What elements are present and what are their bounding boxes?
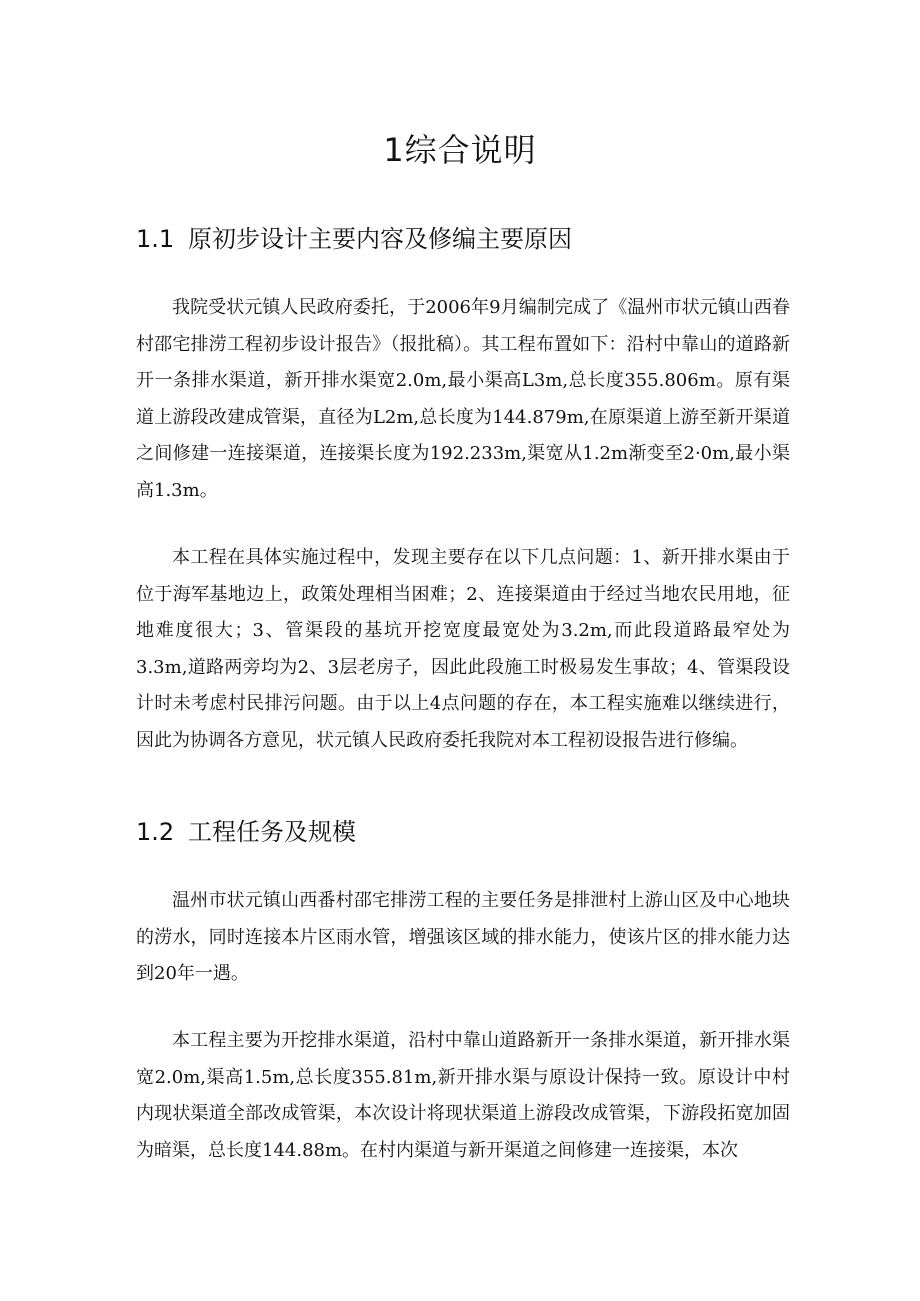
section-heading-1-1 bbox=[136, 222, 572, 256]
chapter-title: 1综合说明 bbox=[383, 131, 537, 169]
section-number: 1.1 bbox=[136, 225, 175, 253]
paragraph: 温州市状元镇山西番村邵宅排涝工程的主要任务是排泄村上游山区及中心地块的涝水，同时连接本片区雨水管，增强该区域的排水能力，使该片区的排水能力达到20年一遇。 bbox=[136, 890, 790, 984]
section-number: 1.2 bbox=[136, 818, 175, 846]
section-heading-1-2 bbox=[136, 815, 356, 849]
section-title: 工程任务及规模 bbox=[188, 818, 356, 846]
paragraph: 本工程在具体实施过程中，发现主要存在以下几点问题：1、新开排水渠由于位于海军基地边上，政策处理相当困难；2、连接渠道由于经过当地农民用地，征地难度很大；3、管渠段的基坑开挖宽度最宽处为3.2m,而此段道路最窄处为3.3m,道路两旁均为2、3层老房子，因此此段施工时极易发生事故；4、管渠段设计时未考虑村民排污问题。由于以上4点问题的存在，本工程实施难以继续进行，因此为协调各方意见，状元镇人民政府委托我院对本工程初设报告进行修编。 bbox=[136, 547, 790, 751]
paragraph: 我院受状元镇人民政府委托，于2006年9月编制完成了《温州市状元镇山西眷村邵宅排涝工程初步设计报告》（报批稿）。其工程布置如下：沿村中靠山的道路新开一条排水渠道，新开排水渠宽2.0m,最小渠高L3m,总长度355.806m。原有渠道上游段改建成管渠，直径为L2m,总长度为144.879m,在原渠道上游至新开渠道之间修建一连接渠道，连接渠长度为192.233m,渠宽从1.2m渐变至2·0m,最小渠高1.3m。 bbox=[136, 297, 790, 501]
paragraph: 本工程主要为开挖排水渠道，沿村中靠山道路新开一条排水渠道，新开排水渠宽2.0m,渠高1.5m,总长度355.81m,新开排水渠与原设计保持一致。原设计中村内现状渠道全部改成管渠，本次设计将现状渠道上游段改成管渠，下游段拓宽加固为暗渠，总长度144.88m。在村内渠道与新开渠道之间修建一连接渠，本次 bbox=[136, 1030, 790, 1161]
section-title: 原初步设计主要内容及修编主要原因 bbox=[188, 225, 572, 253]
